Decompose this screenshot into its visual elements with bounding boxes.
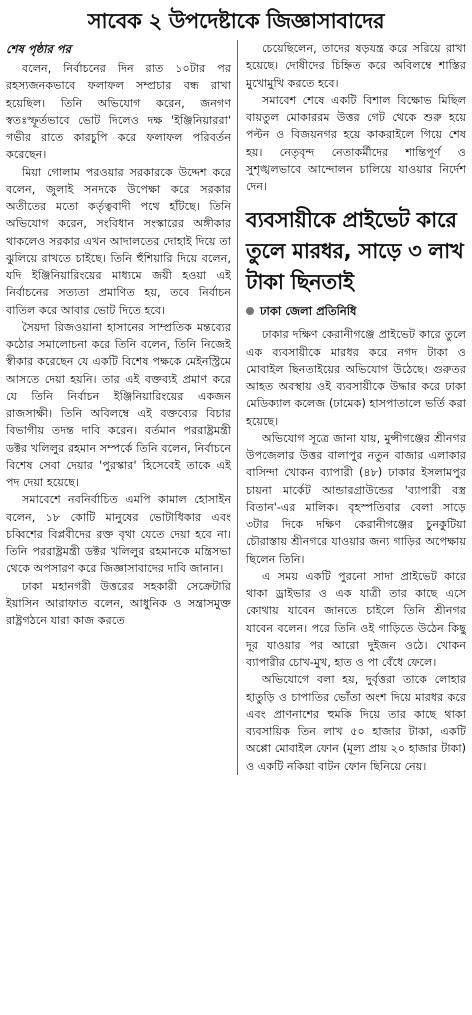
paragraph: সৈয়দা রিজওয়ানা হাসানের সাম্প্রতিক মন্তব্যের কঠোর সমালোচনা করে তিনি বলেন, তিনি নিজেই স্বীকার করেছেন যে একটি বিশেষ পক্ষকে মেইনস্ট্রিমে আসতে দেয়া হয়নি। তার এই বক্তব্যই প্রমাণ করে যে তিনি নির্বাচন ইঞ্জিনিয়ারিংয়ের একজন রাজসাক্ষী। তিনি অবিলম্বে এই বক্তব্যের বিচার বিভাগীয় তদন্ত দাবি করেন। বর্তমান পররাষ্ট্রমন্ত্রী ডক্টর খলিলুর রহমান সম্পর্কে তিনি বলেন, নির্বাচনে বিশেষ সেবা দেয়ার 'পুরস্কার' হিসেবেই তাকে এই পদ দেয়া হয়েছে।: [6, 320, 231, 489]
paragraph: এ সময় একটি পুরনো সাদা প্রাইভেট কারে থাকা ড্রাইভার ও এক যাত্রী তার কাছে এসে কোথায় যাবেন জানতে চাইলে তিনি শ্রীনগর যাবেন বলেন। পরে তিনি ওই গাড়িতে উঠেন কিছু দূর যাওয়ার পর আরো দুইজন ওঠে। খোকন ব্যাপারীর চোখ-মুখ, হাত ও পা বেঁধে ফেলে।: [246, 569, 466, 669]
paragraph: চেয়েছিলেন, তাদের ষড়যন্ত্র করে সরিয়ে রাখা হয়েছে। দোষীদের চিহ্নিত করে অবিলম্বে শাস্তির মুখোমুখি করতে হবে।: [246, 42, 466, 90]
paragraph: ঢাকা মহানগরী উত্তরের সহকারী সেক্রেটারি ইয়াসিন আরাফাত বলেন, আধুনিক ও সন্ত্রাসমুক্ত রাষ্ট্রগঠনে যারা কাজ করতে: [6, 579, 231, 627]
paragraph: মিয়া গোলাম পরওয়ার সরকারকে উদ্দেশ করে বলেন, জুলাই সনদকে উপেক্ষা করে সরকার অতীতের মতো কর্তৃত্ববাদী পথে হাঁটছে। তিনি অভিযোগ করেন, সংবিধান সংস্কারের অঙ্গীকার থাকলেও সরকার এখন আদালতের দোহাই দিয়ে তা ঝুলিয়ে রাখতে চাইছে। তিনি হুঁশিয়ারি দিয়ে বলেন, যদি ইঞ্জিনিয়ারিংয়ের মাধ্যমে জয়ী হওয়া এই নির্বাচনের সত্যতা প্রমাণিত হয়, তবে নির্বাচন বাতিল করে আবার ভোট দিতে হবে।: [6, 165, 231, 317]
headline: সাবেক ২ উপদেষ্টাকে জিজ্ঞাসাবাদের: [87, 9, 385, 33]
newspaper-page: [0, 6, 472, 1015]
left-column: [6, 40, 238, 775]
paragraph: অভিযোগ সূত্রে জানা যায়, মুন্সীগঞ্জের শ্রীনগর উপজেলার উত্তর বালাপুর নতুন বাজার এলাকার বাসিন্দা খোকন ব্যাপারী (৪৮) ঢাকার ইসলামপুর চায়না মার্কেট আন্ডারগ্রাউন্ডের 'ব্যাপারী বস্ত্র বিতান'-এর মালিক। বৃহস্পতিবার বেলা সাড়ে ৩টার দিকে দক্ষিণ কেরানীগঞ্জের চুনকুটিয়া চৌরাস্তায় শ্রীনগরে যাওয়ার জন্য গাড়ির অপেক্ষায় ছিলেন তিনি।: [246, 431, 466, 566]
bullet-icon: [246, 307, 254, 315]
article-columns: [6, 40, 466, 775]
story2-title: ব্যবসায়ীকে প্রাইভেট কারে তুলে মারধর, সাড়ে ৩ লাখ টাকা ছিনতাই: [246, 208, 464, 295]
paragraph: ঢাকার দক্ষিণ কেরানীগঞ্জে প্রাইভেট কারে তুলে এক ব্যবসায়ীকে মারধর করে নগদ টাকা ও মোবাইল ছিনতাইয়ের অভিযোগ উঠেছে। গুরুতর আহত অবস্থায় ওই ব্যবসায়ীকে উদ্ধার করে ঢাকা মেডিক্যাল কলেজ (ঢামেক) হাসপাতালে ভর্তি করা হয়েছে।: [246, 328, 466, 428]
byline: [246, 302, 466, 320]
paragraph: সমাবেশ শেষে একটি বিশাল বিক্ষোভ মিছিল বায়তুল মোকাররম উত্তর গেট থেকে শুরু হয়ে পল্টন ও বিজয়নগর হয়ে কাকরাইলে গিয়ে শেষ হয়। নেতৃবৃন্দ নেতাকর্মীদের শান্তিপূর্ণ ও সুশৃঙ্খলভাবে আন্দোলন চালিয়ে যাওয়ার নির্দেশ দেন।: [246, 93, 466, 193]
paragraph: অভিযোগে বলা হয়, দুর্বৃত্তরা তাকে লোহার হাতুড়ি ও চাপাতির ভোঁতা অংশ দিয়ে মারধর করে এবং প্রাণনাশের হুমকি দিয়ে তার কাছে থাকা ব্যবসায়িক তিন লাখ ৫০ হাজার টাকা, একটি অপ্পো মোবাইল ফোন (মূল্য প্রায় ২০ হাজার টাকা) ও একটি নকিয়া বাটন ফোন ছিনিয়ে নেয়।: [246, 673, 466, 773]
continuation-label: শেষ পৃষ্ঠার পর: [6, 42, 71, 56]
paragraph: সমাবেশে নবনির্বাচিত এমপি কামাল হোসাইন বলেন, ১৮ কোটি মানুষের ভোটাধিকার এবং চব্বিশের বিপ্লবীদের রক্ত বৃথা যেতে দেয়া হবে না। তিনি পররাষ্ট্রমন্ত্রী ডক্টর খলিলুর রহমানকে মন্ত্রিসভা থেকে অপসারণ করে জিজ্ঞাসাবাদের দাবি জানান।: [6, 493, 231, 576]
right-column: [238, 40, 466, 775]
paragraph: বলেন, নির্বাচনের দিন রাত ১০টার পর রহস্যজনকভাবে ফলাফল সম্প্রচার বন্ধ রাখা হয়েছিল। তিনি অভিযোগ করেন, জনগণ স্বতঃস্ফূর্তভাবে ভোট দিলেও দক্ষ 'ইঞ্জিনিয়াররা' গভীর রাতে কারচুপি করে ফলাফল পরিবর্তন করেছেন।: [6, 62, 231, 162]
byline-text: ঢাকা জেলা প্রতিনিধি: [260, 304, 357, 319]
